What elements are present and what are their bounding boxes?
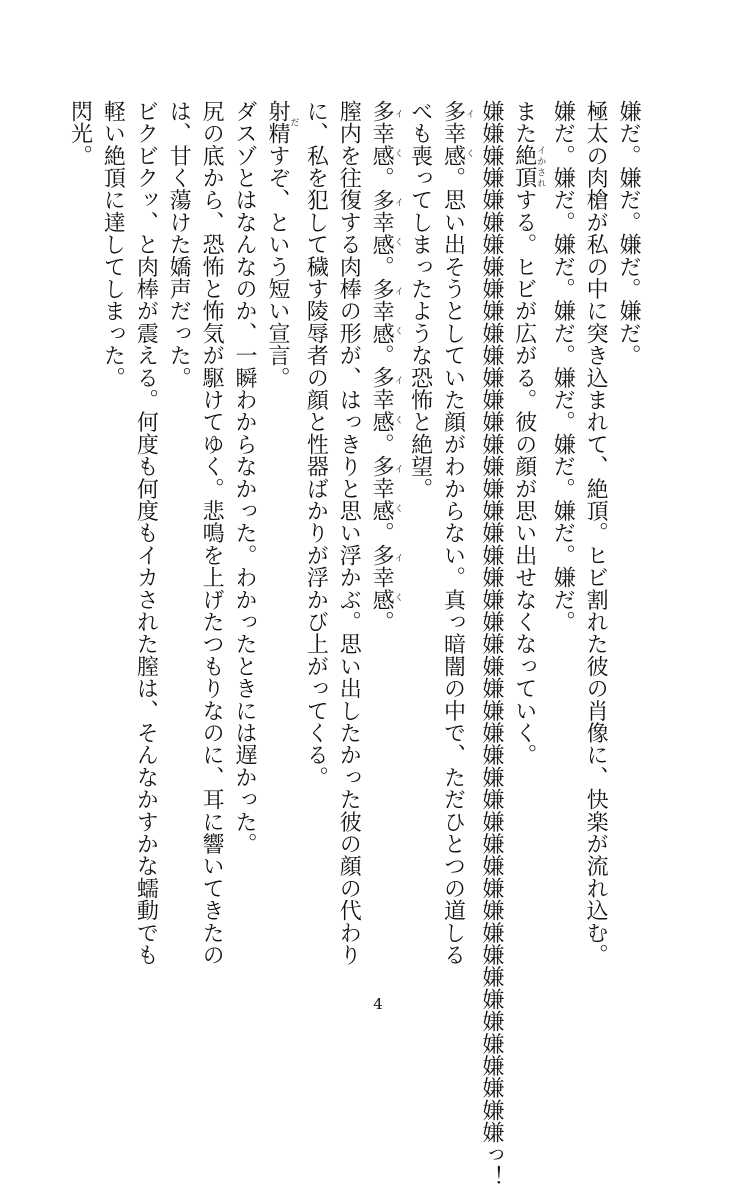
text-line-4: また絶頂イかされする。ヒビが広がる。彼の顔が思い出せなくなっていく。 bbox=[511, 100, 546, 767]
ruby-takoukan-repeat: 多幸感イく bbox=[369, 188, 403, 256]
text-line-10: に、私を犯して穢す陵辱者の顔と性器ばかりが浮かび上がってくる。 bbox=[303, 100, 329, 789]
vertical-text-body bbox=[67, 100, 644, 1188]
text-line-12: ダスゾとはなんなのか、一瞬わからなかった。わかったときには遅かった。 bbox=[232, 100, 258, 855]
text-line-11: 射精だすぞ、という短い宣言。 bbox=[264, 100, 299, 389]
ruby-shasei: 射精だ bbox=[264, 100, 299, 145]
text-line-17: 閃光。 bbox=[67, 100, 93, 167]
ruby-takoukan-repeat: 多幸感イく bbox=[369, 544, 403, 611]
ruby-takoukan: 多幸感イく bbox=[440, 100, 474, 167]
text-line-16: 軽い絶頂に達してしまった。 bbox=[100, 100, 126, 389]
text-line-1: 嫌だ。嫌だ。嫌だ。嫌だ。 bbox=[616, 100, 641, 367]
ruby-takoukan-repeat: 多幸感イく bbox=[369, 366, 403, 434]
text-line-7: べも喪ってしまったような恐怖と絶望。 bbox=[407, 100, 433, 500]
text-line-3: 嫌だ。嫌だ。嫌だ。嫌だ。嫌だ。嫌だ。嫌だ。嫌だ。 bbox=[550, 100, 576, 633]
page-number: 4 bbox=[373, 995, 383, 1013]
text-line-6: 多幸感イく。思い出そうとしていた顔がわからない。真っ暗闇の中で、ただひとつの道しる bbox=[440, 100, 474, 966]
ruby-zetcho: 絶頂イかされ bbox=[511, 144, 546, 189]
ruby-takoukan-repeat: 多幸感イく bbox=[369, 100, 403, 167]
ruby-takoukan-repeat: 多幸感イく bbox=[369, 455, 403, 522]
text-line-13: 尻の底から、恐怖と怖気が駆けてゆく。悲鳴を上げたつもりなのに、耳に響いてきたの bbox=[199, 100, 225, 966]
text-line-15: ビクビクッ、と肉棒が震える。何度も何度もイカされた膣は、そんなかすかな蠕動でも bbox=[133, 100, 159, 966]
text-line-14: は、甘く蕩けた嬌声だった。 bbox=[166, 100, 192, 389]
text-line-8: 多幸感イく。多幸感イく。多幸感イく。多幸感イく。多幸感イく。多幸感イく。 bbox=[369, 100, 403, 633]
ruby-takoukan-repeat: 多幸感イく bbox=[369, 277, 403, 345]
text-line-9: 膣内を往復する肉棒の形が、はっきりと思い浮かぶ。思い出したかった彼の顔の代わり bbox=[336, 100, 362, 966]
text-line-5: 嫌嫌嫌嫌嫌嫌嫌嫌嫌嫌嫌嫌嫌嫌嫌嫌嫌嫌嫌嫌嫌嫌嫌嫌嫌嫌嫌嫌嫌嫌嫌嫌嫌嫌嫌嫌嫌嫌嫌嫌嫌嫌嫌嫌嫌嫌嫌っ！ bbox=[478, 100, 504, 1188]
text-line-2: 極太の肉槍が私の中に突き込まれて、絶頂。ヒビ割れた彼の肖像に、快楽が流れ込む。 bbox=[583, 100, 609, 966]
